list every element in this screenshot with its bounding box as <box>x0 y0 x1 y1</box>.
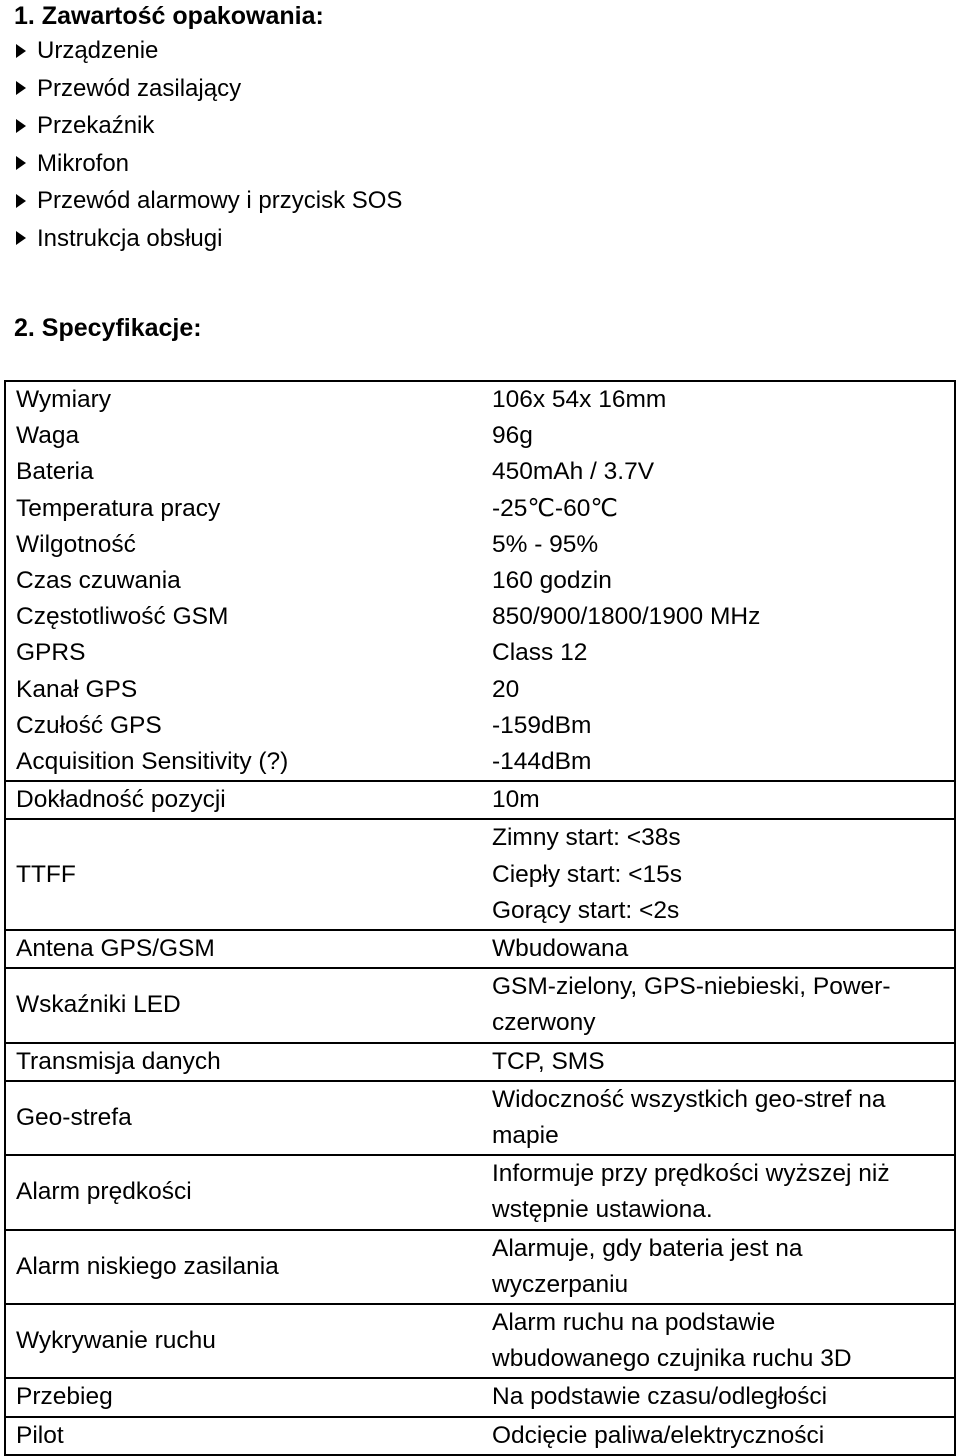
spec-value-line: 106x 54x 16mm <box>492 386 667 413</box>
spec-value-line: TCP, SMS <box>492 1047 605 1075</box>
spec-label: Przebieg <box>5 1378 481 1416</box>
list-item <box>16 182 402 220</box>
list-item <box>16 145 402 183</box>
spec-label: Antena GPS/GSM <box>5 930 481 968</box>
spec-value-line: 450mAh / 3.7V <box>492 458 655 486</box>
spec-label: Dokładność pozycji <box>5 781 481 819</box>
triangle-bullet-icon <box>16 194 26 208</box>
spec-value <box>481 599 955 635</box>
spec-value-line: -159dBm <box>492 711 592 739</box>
spec-value-line: Wbudowana <box>492 935 629 963</box>
list-item-label: Przewód zasilający <box>37 74 242 102</box>
list-item-label: Urządzenie <box>37 37 159 64</box>
table-row <box>5 1304 955 1378</box>
list-item-label: Przewód alarmowy i przycisk SOS <box>37 187 403 214</box>
spec-value-line: Widoczność wszystkich geo-stref na <box>492 1085 886 1113</box>
spec-value-line: -25℃-60℃ <box>492 494 618 522</box>
spec-value-line: wstępnie ustawiona. <box>492 1196 713 1224</box>
spec-value-line: mapie <box>492 1122 559 1150</box>
spec-label: Czas czuwania <box>5 563 481 599</box>
package-contents-list <box>16 32 402 257</box>
spec-value <box>481 968 955 1042</box>
table-row <box>5 599 955 635</box>
spec-value-line: Na podstawie czasu/odległości <box>492 1383 828 1411</box>
spec-value-line: 20 <box>492 675 520 703</box>
table-row <box>5 491 955 527</box>
spec-value <box>481 1155 955 1229</box>
table-row <box>5 635 955 671</box>
list-item <box>16 220 402 258</box>
spec-label: Geo-strefa <box>5 1081 481 1155</box>
table-row <box>5 1081 955 1155</box>
table-row <box>5 1417 955 1455</box>
spec-value-line: 10m <box>492 786 540 814</box>
list-item <box>16 107 402 145</box>
spec-value <box>481 381 955 418</box>
spec-label: Alarm prędkości <box>5 1155 481 1229</box>
section-title-contents: 1. Zawartość opakowania: <box>14 2 324 30</box>
spec-value-line: 5% - 95% <box>492 530 599 558</box>
spec-value <box>481 781 955 819</box>
table-row <box>5 1230 955 1304</box>
list-item-label: Instrukcja obsługi <box>37 224 223 252</box>
spec-label: GPRS <box>5 635 481 671</box>
spec-value-line: 96g <box>492 422 533 450</box>
spec-value-line: 160 godzin <box>492 567 612 595</box>
spec-value <box>481 491 955 527</box>
spec-value <box>481 1417 955 1455</box>
list-item-label: Mikrofon <box>37 149 130 177</box>
spec-label: Wymiary <box>5 381 481 418</box>
spec-value <box>481 1081 955 1155</box>
spec-value-line: Alarmuje, gdy bateria jest na <box>492 1234 803 1262</box>
spec-label: Wilgotność <box>5 527 481 563</box>
list-item-label: Przekaźnik <box>37 112 155 139</box>
spec-label: Transmisja danych <box>5 1043 481 1081</box>
table-row <box>5 930 955 968</box>
spec-label: TTFF <box>5 819 481 930</box>
specifications-table <box>4 380 956 1456</box>
table-row <box>5 527 955 563</box>
spec-value <box>481 563 955 599</box>
spec-label: Bateria <box>5 454 481 490</box>
spec-value <box>481 1304 955 1378</box>
table-row <box>5 1378 955 1416</box>
spec-value-line: Class 12 <box>492 639 588 667</box>
spec-value <box>481 454 955 490</box>
spec-value <box>481 1043 955 1081</box>
table-row <box>5 1043 955 1081</box>
list-item <box>16 70 402 108</box>
list-item <box>16 32 402 70</box>
spec-value-line: Zimny start: <38s <box>492 824 681 852</box>
spec-value-line: czerwony <box>492 1009 596 1037</box>
table-row <box>5 418 955 454</box>
spec-value-line: -144dBm <box>492 748 592 776</box>
spec-value-line: wyczerpaniu <box>492 1270 629 1298</box>
spec-label: Częstotliwość GSM <box>5 599 481 635</box>
triangle-bullet-icon <box>16 119 26 133</box>
spec-value <box>481 672 955 708</box>
spec-label: Acquisition Sensitivity (?) <box>5 744 481 781</box>
spec-value <box>481 418 955 454</box>
table-row <box>5 968 955 1042</box>
table-row <box>5 1155 955 1229</box>
spec-label: Wskaźniki LED <box>5 968 481 1042</box>
spec-value <box>481 708 955 744</box>
triangle-bullet-icon <box>16 231 26 245</box>
spec-value-line: Odcięcie paliwa/elektryczności <box>492 1421 825 1449</box>
spec-label: Temperatura pracy <box>5 491 481 527</box>
spec-value-line: 850/900/1800/1900 MHz <box>492 603 761 631</box>
spec-value-line: Ciepły start: <15s <box>492 860 682 888</box>
table-row <box>5 819 955 930</box>
triangle-bullet-icon <box>16 156 26 170</box>
table-row <box>5 563 955 599</box>
table-row <box>5 381 955 418</box>
table-row <box>5 744 955 781</box>
spec-label: Czułość GPS <box>5 708 481 744</box>
spec-label: Pilot <box>5 1417 481 1455</box>
spec-value <box>481 1378 955 1416</box>
spec-label: Alarm niskiego zasilania <box>5 1230 481 1304</box>
spec-label: Wykrywanie ruchu <box>5 1304 481 1378</box>
table-row <box>5 454 955 490</box>
triangle-bullet-icon <box>16 44 26 58</box>
spec-value-line: wbudowanego czujnika ruchu 3D <box>492 1345 852 1373</box>
spec-value-line: Alarm ruchu na podstawie <box>492 1309 776 1337</box>
table-row <box>5 708 955 744</box>
spec-label: Waga <box>5 418 481 454</box>
spec-value-line: Gorący start: <2s <box>492 896 680 924</box>
spec-value-line: Informuje przy prędkości wyższej niż <box>492 1160 890 1188</box>
spec-value <box>481 930 955 968</box>
spec-value <box>481 527 955 563</box>
spec-value-line: GSM-zielony, GPS-niebieski, Power- <box>492 973 891 1001</box>
spec-value <box>481 744 955 781</box>
section-title-specifications: 2. Specyfikacje: <box>14 314 202 342</box>
spec-value <box>481 819 955 930</box>
table-row <box>5 781 955 819</box>
table-row <box>5 672 955 708</box>
triangle-bullet-icon <box>16 81 26 95</box>
spec-label: Kanał GPS <box>5 672 481 708</box>
spec-value <box>481 635 955 671</box>
spec-value <box>481 1230 955 1304</box>
